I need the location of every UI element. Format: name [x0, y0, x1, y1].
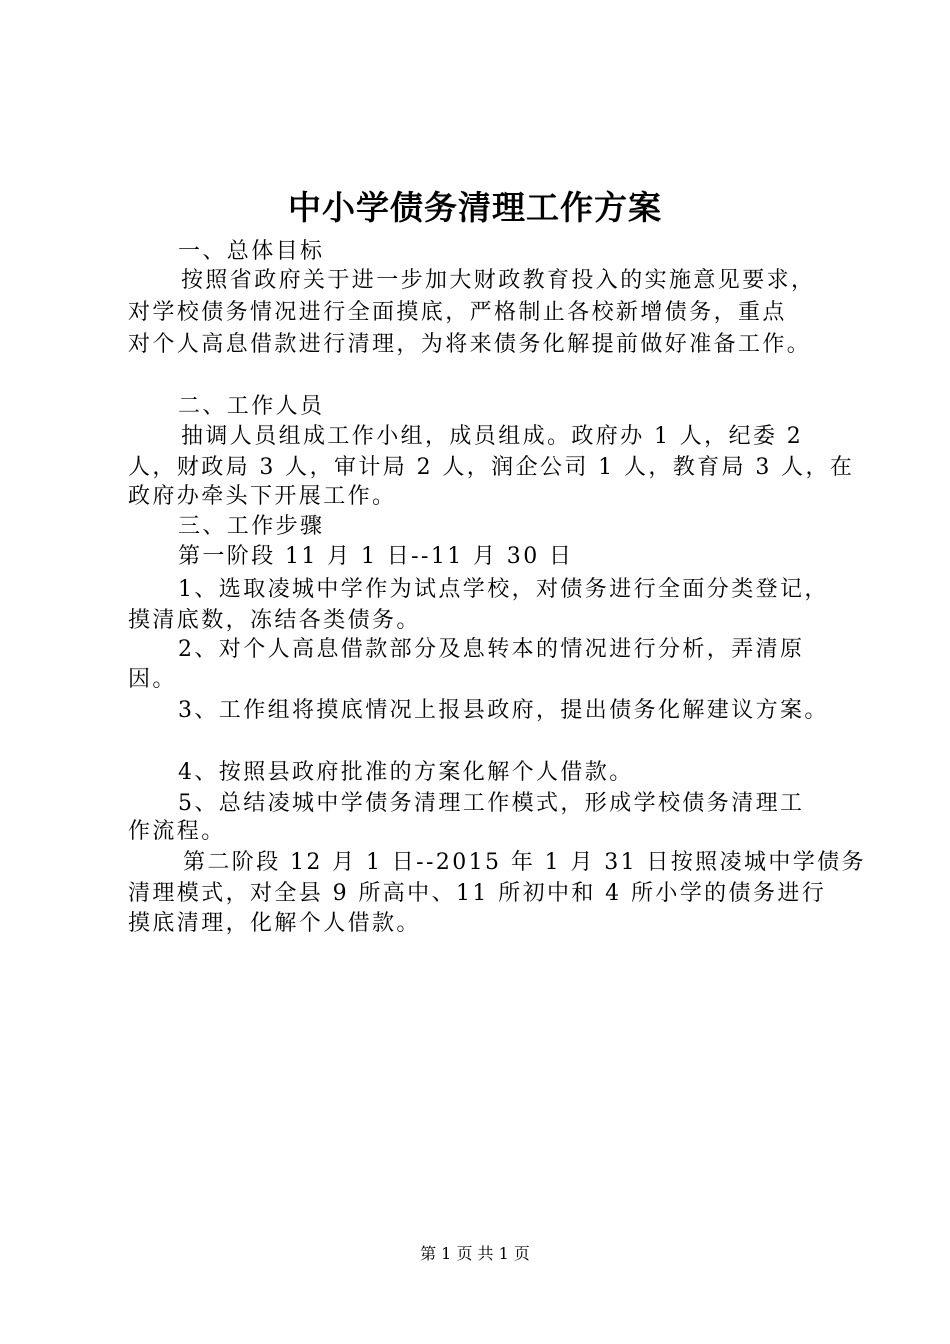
paragraph-line: 3、工作组将摸底情况上报县政府，提出债务化解建议方案。	[178, 698, 829, 723]
paragraph-line: 人，财政局 3 人，审计局 2 人，润企公司 1 人，教育局 3 人，在	[128, 455, 855, 480]
paragraph-line: 按照省政府关于进一步加大财政教育投入的实施意见要求，	[181, 268, 816, 293]
paragraph-line: 对学校债务情况进行全面摸底，严格制止各校新增债务，重点	[128, 300, 787, 325]
paragraph-line: 因。	[128, 667, 177, 692]
paragraph-line: 对个人高息借款进行清理，为将来债务化解提前做好准备工作。	[128, 332, 812, 357]
page-footer: 第 1 页 共 1 页	[420, 1244, 530, 1263]
paragraph-line: 摸底清理，化解个人借款。	[128, 911, 421, 936]
paragraph-line: 1、选取凌城中学作为试点学校，对债务进行全面分类登记，	[178, 577, 829, 602]
section-heading-steps: 三、工作步骤	[178, 514, 325, 539]
section-heading-staff: 二、工作人员	[178, 394, 325, 419]
document-title: 中小学债务清理工作方案	[288, 188, 662, 227]
paragraph-line: 抽调人员组成工作小组，成员组成。政府办 1 人，纪委 2	[181, 424, 804, 449]
paragraph-line: 2、对个人高息借款部分及息转本的情况进行分析，弄清原	[178, 637, 805, 662]
stage-two-paragraph: 第二阶段 12 月 1 日--2015 年 1 月 31 日按照凌城中学债务	[183, 850, 866, 875]
section-heading-goals: 一、总体目标	[178, 239, 325, 264]
paragraph-line: 政府办牵头下开展工作。	[128, 484, 397, 509]
stage-one-heading: 第一阶段 11 月 1 日--11 月 30 日	[178, 544, 574, 569]
paragraph-line: 5、总结凌城中学债务清理工作模式，形成学校债务清理工	[178, 791, 805, 816]
paragraph-line: 摸清底数，冻结各类债务。	[128, 608, 421, 633]
paragraph-line: 清理模式，对全县 9 所高中、11 所初中和 4 所小学的债务进行	[128, 881, 827, 906]
paragraph-line: 作流程。	[128, 819, 226, 844]
paragraph-line: 4、按照县政府批准的方案化解个人借款。	[178, 760, 634, 785]
